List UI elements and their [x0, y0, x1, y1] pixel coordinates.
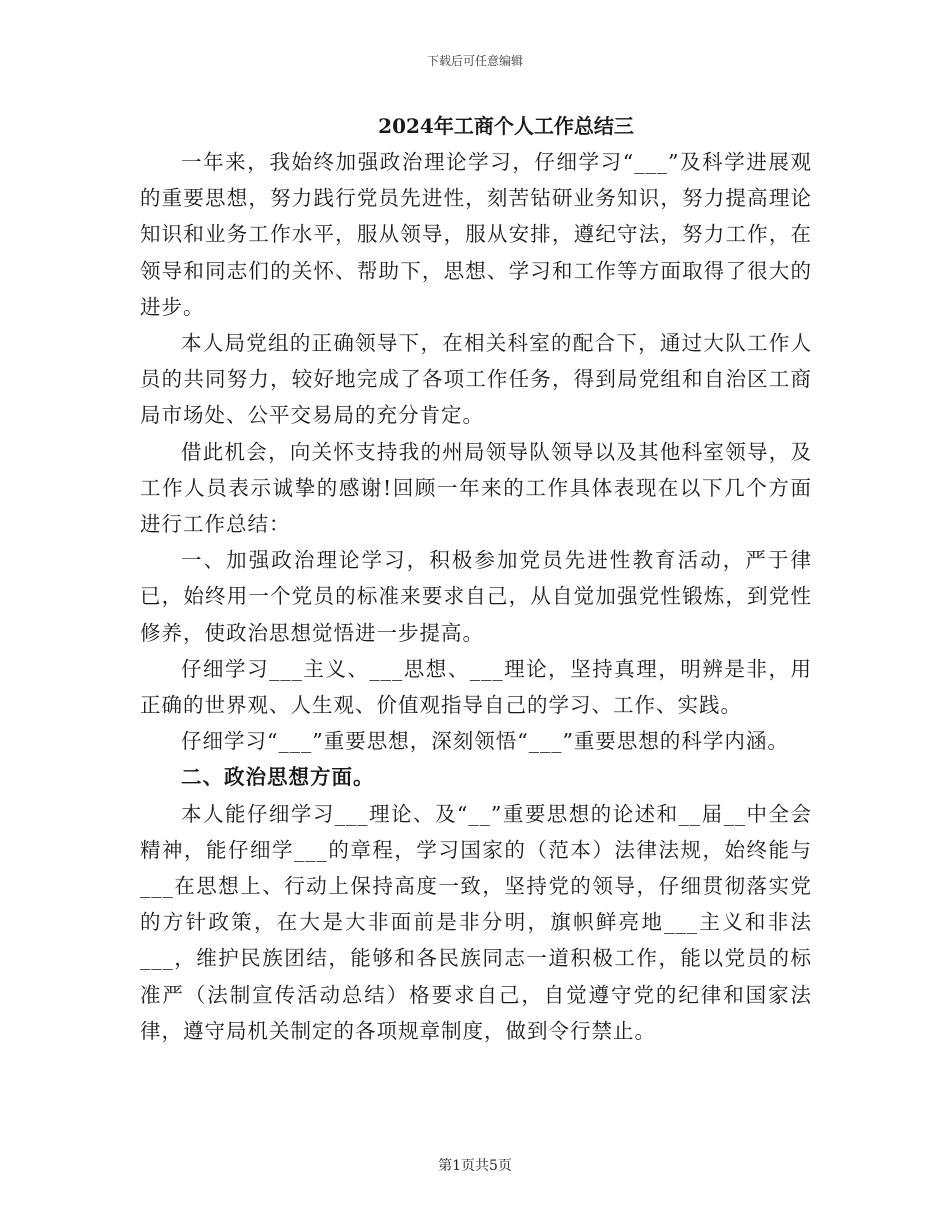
paragraph-section-one: 一、加强政治理论学习，积极参加党员先进性教育活动，严于律已，始终用一个党员的标准来要求自己，从自觉加强党性锻炼，到党性修养，使政治思想觉悟进一步提高。 [140, 548, 812, 645]
paragraph-intro: 一年来，我始终加强政治理论学习，仔细学习“___”及科学进展观的重要思想，努力践行党员先进性，刻苦钻研业务知识，努力提高理论知识和业务工作水平，服从领导，服从安排，遵纪守法，努力工作，在领导和同志们的关怀、帮助下，思想、学习和工作等方面取得了很大的进步。 [140, 150, 812, 319]
section-heading-political: 二、政治思想方面。 [181, 765, 375, 790]
page-header-note: 下载后可任意编辑 [426, 54, 523, 68]
paragraph-study-theory: 仔细学习___主义、___思想、___理论，坚持真理，明辨是非，用正确的世界观、人生观、价值观指导自己的学习、工作、实践。 [140, 656, 812, 718]
paragraph-achievements: 本人局党组的正确领导下，在相关科室的配合下，通过大队工作人员的共同努力，较好地完成了各项工作任务，得到局党组和自治区工商局市场处、公平交易局的充分肯定。 [140, 331, 812, 428]
document-title: 2024年工商个人工作总结三 [378, 114, 634, 138]
paragraph-political: 本人能仔细学习___理论、及“__”重要思想的论述和__届__中全会精神，能仔细学___的章程，学习国家的（范本）法律法规，始终能与___在思想上、行动上保持高度一致，坚持党的领导，仔细贯彻落实党的方针政策，在大是大非面前是非分明，旗帜鲜亮地___主义和非法___，维护民族团结，能够和各民族同志一道积极工作，能以党员的标准严（法制宣传活动总结）格要求自己，自觉遵守党的纪律和国家法律，遵守局机关制定的各项规章制度，做到令行禁止。 [140, 801, 812, 1043]
document-body [140, 108, 812, 1049]
page-footer-indicator: 第1页共5页 [438, 1158, 512, 1174]
paragraph-thanks: 借此机会，向关怀支持我的州局领导队领导以及其他科室领导，及工作人员表示诚挚的感谢!回顾一年来的工作具体表现在以下几个方面进行工作总结： [140, 439, 812, 537]
paragraph-study-thought: 仔细学习“___”重要思想，深刻领悟“___”重要思想的科学内涵。 [181, 729, 789, 754]
